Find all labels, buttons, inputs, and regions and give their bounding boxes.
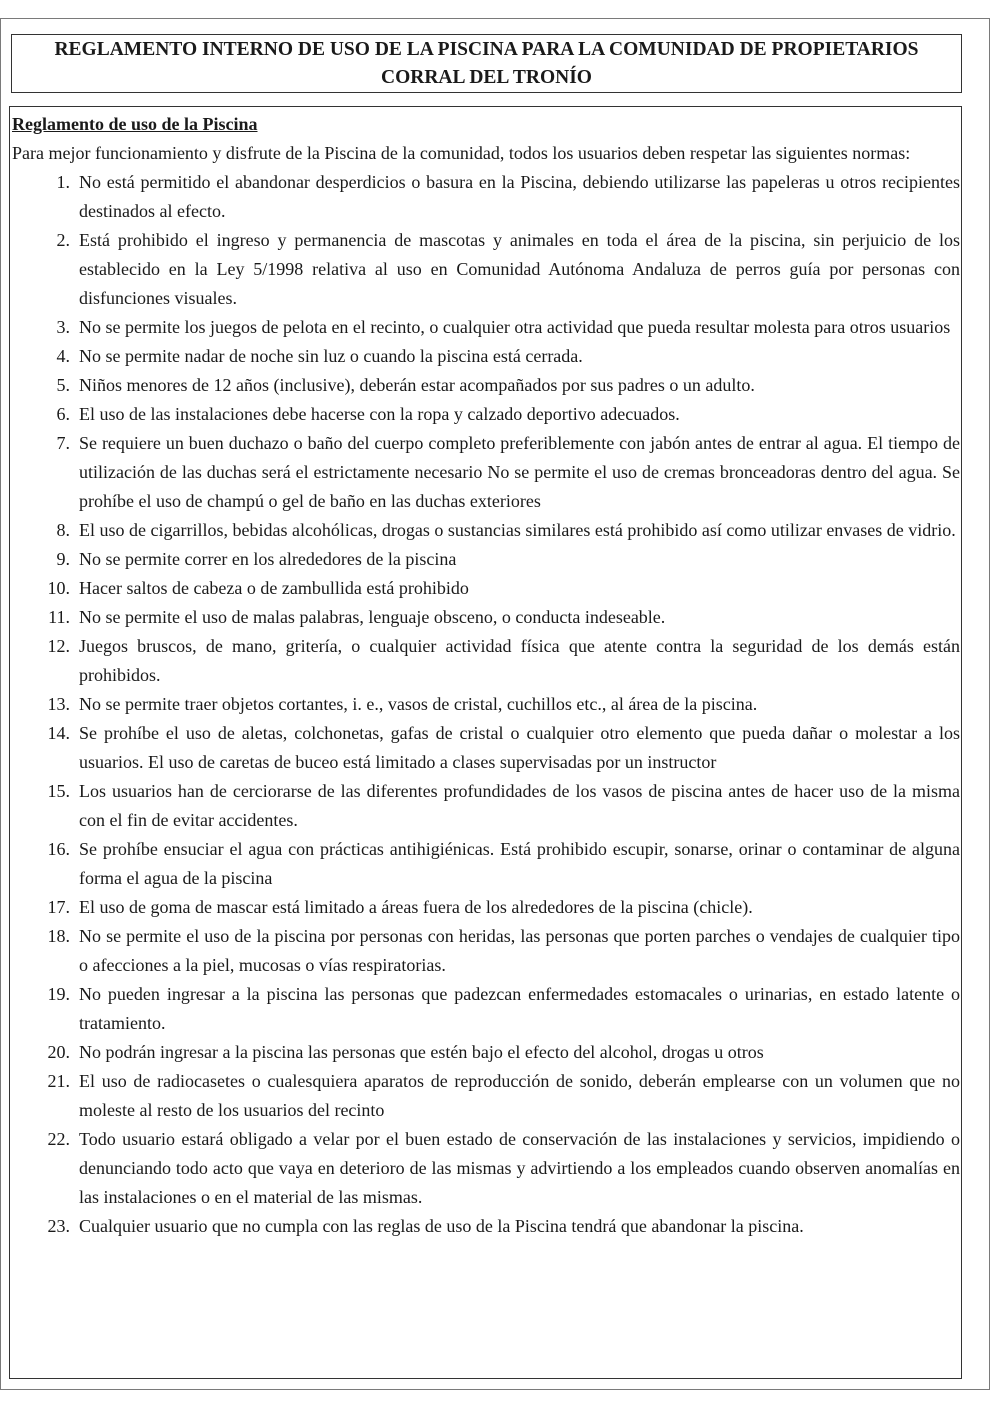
- rule-number: 8.: [56, 520, 70, 540]
- rule-number: 19.: [47, 984, 70, 1004]
- rule-text: No se permite traer objetos cortantes, i. e., vasos de cristal, cuchillos etc., al área de la piscina.: [79, 694, 758, 714]
- rule-text: Se requiere un buen duchazo o baño del cuerpo completo preferiblemente con jabón antes de entrar al agua. El tiempo de utilización de las duchas será el estrictamente necesario No se permite el uso de cremas bronceadoras dentro del agua. Se prohíbe el uso de champú o gel de baño en las duchas exteriores: [79, 433, 960, 511]
- rule-text: No se permite el uso de malas palabras, lenguaje obsceno, o conducta indeseable.: [79, 607, 666, 627]
- rule-text: No se permite los juegos de pelota en el recinto, o cualquier otra actividad que pueda resultar molesta para otros usuarios: [79, 317, 951, 337]
- rule-item: [12, 574, 961, 603]
- rule-number: 7.: [56, 433, 70, 453]
- rule-number: 13.: [47, 694, 70, 714]
- rule-item: [12, 893, 961, 922]
- rule-number: 9.: [56, 549, 70, 569]
- rule-number: 5.: [56, 375, 70, 395]
- rule-item: [12, 603, 961, 632]
- rule-item: [12, 168, 961, 226]
- rule-text: Niños menores de 12 años (inclusive), deberán estar acompañados por sus padres o un adulto.: [79, 375, 755, 395]
- rule-number: 4.: [56, 346, 70, 366]
- rule-text: El uso de cigarrillos, bebidas alcohólicas, drogas o sustancias similares está prohibido así como utilizar envases de vidrio.: [79, 520, 956, 540]
- rule-text: Se prohíbe el uso de aletas, colchonetas, gafas de cristal o cualquier otro elemento que pueda dañar o molestar a los usuarios. El uso de caretas de buceo está limitado a clases supervisadas por un instructor: [79, 723, 960, 772]
- rule-number: 23.: [47, 1216, 70, 1236]
- rule-number: 6.: [56, 404, 70, 424]
- rule-text: Está prohibido el ingreso y permanencia de mascotas y animales en toda el área de la piscina, sin perjuicio de los establecido en la Ley 5/1998 relativa al uso en Comunidad Autónoma Andaluza de perros guía por personas con disfunciones visuales.: [79, 230, 960, 308]
- rule-number: 15.: [47, 781, 70, 801]
- rule-item: [12, 226, 961, 313]
- rule-item: [12, 835, 961, 893]
- rule-item: [12, 719, 961, 777]
- rule-item: [12, 1212, 961, 1241]
- rule-text: No pueden ingresar a la piscina las personas que padezcan enfermedades estomacales o urinarias, en estado latente o tratamiento.: [79, 984, 960, 1033]
- rule-item: [12, 342, 961, 371]
- rule-number: 22.: [47, 1129, 70, 1149]
- rule-text: No podrán ingresar a la piscina las personas que estén bajo el efecto del alcohol, drogas u otros: [79, 1042, 764, 1062]
- rule-number: 11.: [48, 607, 70, 627]
- rule-text: No se permite correr en los alrededores de la piscina: [79, 549, 457, 569]
- section-heading: Reglamento de uso de la Piscina: [12, 114, 258, 134]
- rule-number: 2.: [56, 230, 70, 250]
- rule-item: [12, 1038, 961, 1067]
- rule-text: El uso de radiocasetes o cualesquiera aparatos de reproducción de sonido, deberán emplearse con un volumen que no moleste al resto de los usuarios del recinto: [79, 1071, 960, 1120]
- rule-number: 20.: [47, 1042, 70, 1062]
- rule-text: Cualquier usuario que no cumpla con las reglas de uso de la Piscina tendrá que abandonar la piscina.: [79, 1216, 804, 1236]
- rule-text: El uso de goma de mascar está limitado a áreas fuera de los alrededores de la piscina (chicle).: [79, 897, 753, 917]
- rule-item: [12, 313, 961, 342]
- rule-item: [12, 690, 961, 719]
- rule-item: [12, 371, 961, 400]
- rule-item: [12, 1125, 961, 1212]
- rule-item: [12, 980, 961, 1038]
- rule-number: 12.: [47, 636, 70, 656]
- intro-paragraph: Para mejor funcionamiento y disfrute de la Piscina de la comunidad, todos los usuarios deben respetar las siguientes normas:: [12, 143, 911, 163]
- rule-number: 21.: [47, 1071, 70, 1091]
- rule-number: 17.: [47, 897, 70, 917]
- rule-text: Los usuarios han de cerciorarse de las diferentes profundidades de los vasos de piscina antes de hacer uso de la misma con el fin de evitar accidentes.: [79, 781, 960, 830]
- rule-item: [12, 545, 961, 574]
- rule-number: 3.: [56, 317, 70, 337]
- rule-text: Todo usuario estará obligado a velar por el buen estado de conservación de las instalaciones y servicios, impidiendo o denunciando todo acto que vaya en deterioro de las mismas y advirtiendo a los empleados cuando observen anomalías en las instalaciones o en el material de las mismas.: [79, 1129, 960, 1207]
- rule-text: El uso de las instalaciones debe hacerse con la ropa y calzado deportivo adecuados.: [79, 404, 680, 424]
- rule-item: [12, 516, 961, 545]
- rule-item: [12, 400, 961, 429]
- rule-item: [12, 429, 961, 516]
- rule-text: Hacer saltos de cabeza o de zambullida está prohibido: [79, 578, 469, 598]
- rule-number: 18.: [47, 926, 70, 946]
- rule-item: [12, 632, 961, 690]
- rule-text: No está permitido el abandonar desperdicios o basura en la Piscina, debiendo utilizarse las papeleras u otros recipientes destinados al efecto.: [79, 172, 960, 221]
- rules-list: [12, 168, 961, 1241]
- rule-text: No se permite nadar de noche sin luz o cuando la piscina está cerrada.: [79, 346, 583, 366]
- rule-number: 1.: [56, 172, 70, 192]
- rule-number: 16.: [47, 839, 70, 859]
- rule-text: Juegos bruscos, de mano, gritería, o cualquier actividad física que atente contra la seguridad de los demás están prohibidos.: [79, 636, 960, 685]
- rule-number: 14.: [47, 723, 70, 743]
- document-title: REGLAMENTO INTERNO DE USO DE LA PISCINA PARA LA COMUNIDAD DE PROPIETARIOS CORRAL DEL TRONÍO: [54, 38, 919, 88]
- rule-text: Se prohíbe ensuciar el agua con prácticas antihigiénicas. Está prohibido escupir, sonarse, orinar o contaminar de alguna forma el agua de la piscina: [79, 839, 960, 888]
- rule-text: No se permite el uso de la piscina por personas con heridas, las personas que porten parches o vendajes de cualquier tipo o afecciones a la piel, mucosas o vías respiratorias.: [79, 926, 960, 975]
- title-box: [11, 34, 962, 93]
- rule-item: [12, 777, 961, 835]
- rules-content: [9, 106, 962, 1379]
- rule-item: [12, 1067, 961, 1125]
- rule-number: 10.: [47, 578, 70, 598]
- rule-item: [12, 922, 961, 980]
